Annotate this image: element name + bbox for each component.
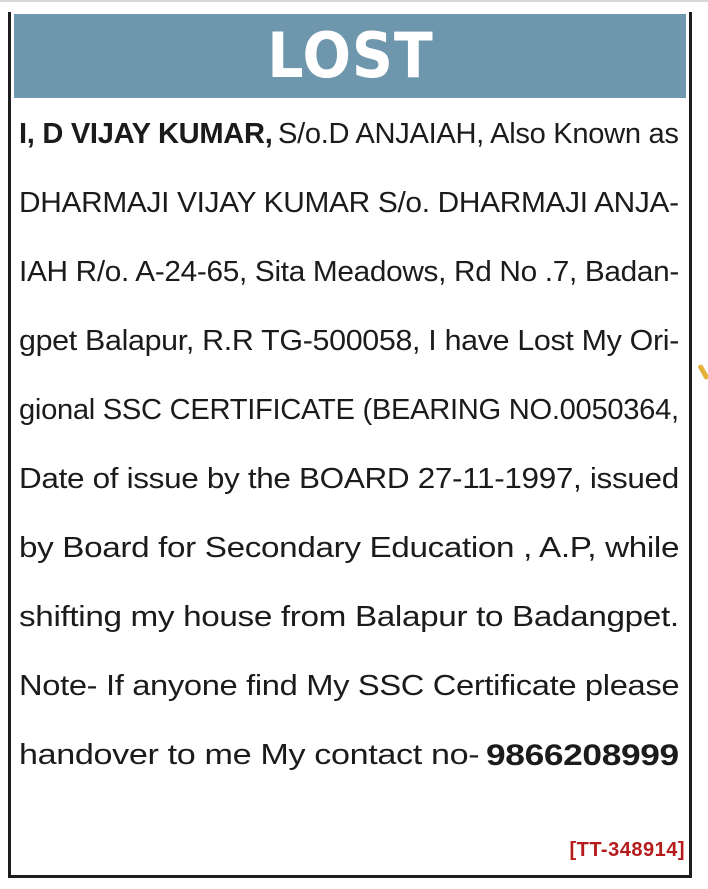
notice-line-3-text: IAH R/o. A-24-65, Sita Meadows, Rd No .7, Badan- xyxy=(19,256,679,288)
reference-code: [TT-348914] xyxy=(569,839,685,861)
notice-line-10-text: handover to me My contact no- xyxy=(19,739,480,771)
notice-line-2 xyxy=(19,169,679,238)
side-mark xyxy=(697,364,708,380)
notice-line-4-text: gpet Balapur, R.R TG-500058, I have Lost My Ori- xyxy=(19,325,680,357)
notice-line-3 xyxy=(19,238,679,307)
notice-line-9-text: Note- If anyone find My SSC Certificate please xyxy=(19,670,680,702)
notice-body xyxy=(19,100,679,790)
notice-line-5-text: gional SSC CERTIFICATE (BEARING NO.0050364, xyxy=(19,394,679,426)
notice-name: I, D VIJAY KUMAR, xyxy=(19,118,273,150)
notice-line-5 xyxy=(19,376,679,445)
notice-line-4 xyxy=(19,307,679,376)
notice-line-1-rest: S/o.D ANJAIAH, Also Known as xyxy=(278,118,680,150)
notice-line-10 xyxy=(19,721,679,790)
notice-line-9 xyxy=(19,652,679,721)
notice-line-7 xyxy=(19,514,679,583)
notice-line-2-text: DHARMAJI VIJAY KUMAR S/o. DHARMAJI ANJA- xyxy=(19,187,679,219)
notice-line-8 xyxy=(19,583,679,652)
notice-line-1 xyxy=(19,100,679,169)
banner-title: LOST xyxy=(266,19,434,92)
notice-line-8-text: shifting my house from Balapur to Badangpet. xyxy=(19,601,679,633)
notice-line-6-text: Date of issue by the BOARD 27-11-1997, issued xyxy=(19,463,679,495)
notice-line-7-text: by Board for Secondary Education , A.P, while xyxy=(19,532,680,564)
lost-banner xyxy=(14,14,686,98)
notice-line-6 xyxy=(19,445,679,514)
top-rule xyxy=(0,0,708,2)
contact-number: 9866208999 xyxy=(486,738,679,772)
